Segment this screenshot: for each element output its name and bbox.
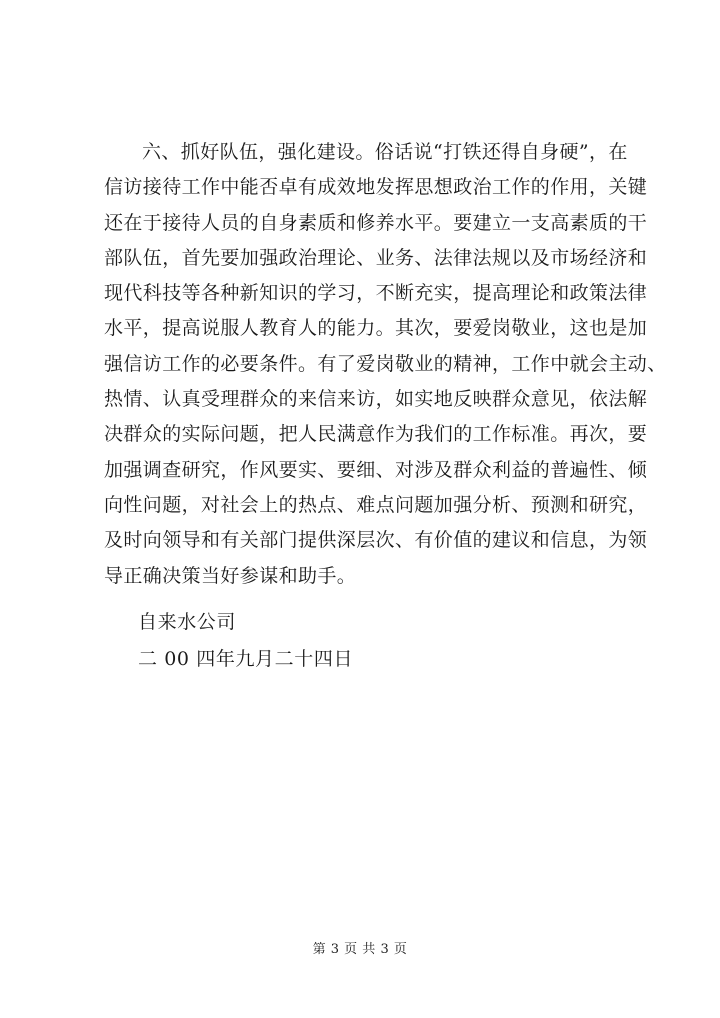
paragraph-line: 热情、认真受理群众的来信来访，如实地反映群众意见，依法解 bbox=[104, 388, 648, 411]
paragraph-line: 加强调查研究，作风要实、要细、对涉及群众利益的普遍性、倾 bbox=[104, 458, 648, 481]
paragraph-line: 导正确决策当好参谋和助手。 bbox=[104, 564, 357, 587]
signature-date: 二 00 四年九月二十四日 bbox=[138, 648, 354, 670]
paragraph-line: 信访接待工作中能否卓有成效地发挥思想政治工作的作用，关键 bbox=[104, 176, 648, 199]
paragraph-line: 及时向领导和有关部门提供深层次、有价值的建议和信息，为领 bbox=[104, 529, 648, 552]
paragraph-line: 水平，提高说服人教育人的能力。其次，要爱岗敬业，这也是加 bbox=[104, 317, 648, 340]
body-paragraph bbox=[104, 135, 667, 594]
paragraph-line: 六、抓好队伍，强化建设。俗话说“打铁还得自身硬”，在 bbox=[142, 141, 628, 163]
page-number-footer: 第 3 页 共 3 页 bbox=[312, 942, 408, 957]
paragraph-line: 现代科技等各种新知识的学习，不断充实，提高理论和政策法律 bbox=[104, 282, 648, 305]
paragraph-line: 部队伍，首先要加强政治理论、业务、法律法规以及市场经济和 bbox=[104, 246, 648, 269]
paragraph-line: 还在于接待人员的自身素质和修养水平。要建立一支高素质的干 bbox=[104, 211, 648, 234]
paragraph-line: 决群众的实际问题，把人民满意作为我们的工作标准。再次，要 bbox=[104, 423, 648, 446]
signature-organization: 自来水公司 bbox=[138, 611, 237, 633]
paragraph-line: 强信访工作的必要条件。有了爱岗敬业的精神，工作中就会主动、 bbox=[104, 352, 667, 375]
paragraph-line: 向性问题，对社会上的热点、难点问题加强分析、预测和研究， bbox=[104, 493, 648, 516]
